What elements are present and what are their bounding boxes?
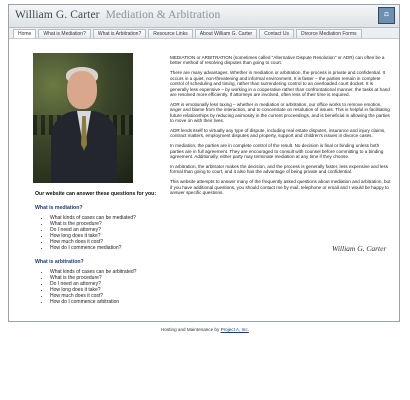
dispute-types-paragraph: ADR lends itself to virtually any type of dispute, including real estate disputes, insurance and injury claims, contract matters, employment disputes and property, support and children's issues in divorce cases. — [170, 127, 386, 139]
main-text — [170, 55, 392, 200]
list-item: • Do I need an attorney? — [50, 281, 165, 287]
list-item: • What is the procedure? — [50, 221, 165, 227]
mediation-question-list — [25, 215, 165, 251]
list-item: • What is the procedure? — [50, 275, 165, 281]
list-item: • How much does it cost? — [50, 239, 165, 245]
tab-resource-links[interactable]: Resource Links — [148, 29, 192, 38]
tab-home[interactable]: Home — [13, 29, 36, 38]
advantages-paragraph: There are many advantages. Whether in mediation or arbitration, the process is private and confidential. It occurs in a quiet, non-threatening and informal environment. It is faster – the parties remain in complete control of scheduling and timing, rather than surrendering control to an overloaded court docket. It is generally less expensive – by working in a cooperative rather than confrontational manner, the tasks at hand are resolved more efficiently. If attorneys are involved, often less of their time is required. — [170, 70, 390, 97]
list-item: • How much does it cost? — [50, 293, 165, 299]
contact-paragraph: This website attempts to answer many of the frequently asked questions about mediation and arbitration, but if you have additional questions, you should contact me by mail, telephone or email and I would be happy to answer specific questions. — [170, 179, 391, 196]
footer-link[interactable]: Project A, Inc. — [220, 327, 249, 332]
list-item: • Do I need an attorney? — [50, 227, 165, 233]
site-subtitle: Mediation & Arbitration — [105, 9, 221, 21]
list-item: • How do I commence arbitration — [50, 299, 165, 305]
site-footer — [0, 327, 410, 332]
page-frame — [8, 4, 400, 322]
list-item: • How long does it take? — [50, 233, 165, 239]
site-header — [9, 5, 399, 28]
mediation-paragraph: In mediation, the parties are in complete control of the result. No decision is final or binding unless both parties are in full agreement. They are encouraged to consult with counsel before committing to a binding agreement. Additionally, either party may terminate mediation at any time if they choose. — [170, 143, 384, 160]
footer-text: Hosting and Maintenance by — [161, 327, 220, 332]
intro-paragraph: MEDIATION or ARBITRATION (sometimes called "Alternative Dispute Resolution" or ADR) can often be a better method of resolving disputes than going to court. — [170, 55, 385, 66]
faq-sidebar — [25, 191, 165, 313]
arbitration-paragraph: In arbitration, the arbitrator makes the decision, and the process is generally faster, less expensive and less formal than going to court, and it also has the advantage of being private and confidential. — [170, 164, 389, 175]
site-title[interactable] — [15, 9, 220, 21]
tab-contact-us[interactable]: Contact Us — [259, 29, 294, 38]
list-item: • How long does it take? — [50, 287, 165, 293]
list-item: • What kinds of cases can be mediated? — [50, 215, 165, 221]
tab-what-is-mediation[interactable]: What is Mediation? — [38, 29, 91, 38]
tab-what-is-arbitration[interactable]: What is Arbitration? — [93, 29, 146, 38]
emblem-icon: ⚖ — [378, 7, 395, 24]
tab-divorce-mediation-forms[interactable]: Divorce Mediation Forms — [296, 29, 362, 38]
site-name[interactable]: William G. Carter — [15, 9, 100, 21]
arbitration-section-link[interactable]: What is arbitration? — [35, 259, 84, 265]
mediation-section-link[interactable]: What is mediation? — [35, 205, 83, 211]
arbitration-question-list — [25, 269, 165, 305]
content-area — [9, 40, 399, 322]
main-navigation — [9, 28, 399, 39]
emotional-paragraph: ADR is emotionally less taxing – whether in mediation or arbitration, our office works to remove emotion, anger and blame from the interaction, and to concentrate on resolution of issues. This is helpful in facilitating future relationships by reducing animosity in the current proceedings, and is beneficial in allowing the parties to move on with their lives. — [170, 101, 390, 124]
tab-about[interactable]: About William G. Carter — [195, 29, 258, 38]
sidebar-heading: Our website can answer these questions for you: — [35, 191, 157, 197]
signature: William G. Carter — [332, 244, 387, 253]
portrait-photo — [33, 53, 133, 183]
list-item: • How do I commence mediation? — [50, 245, 165, 251]
list-item: • What kinds of cases can be arbitrated? — [50, 269, 165, 275]
